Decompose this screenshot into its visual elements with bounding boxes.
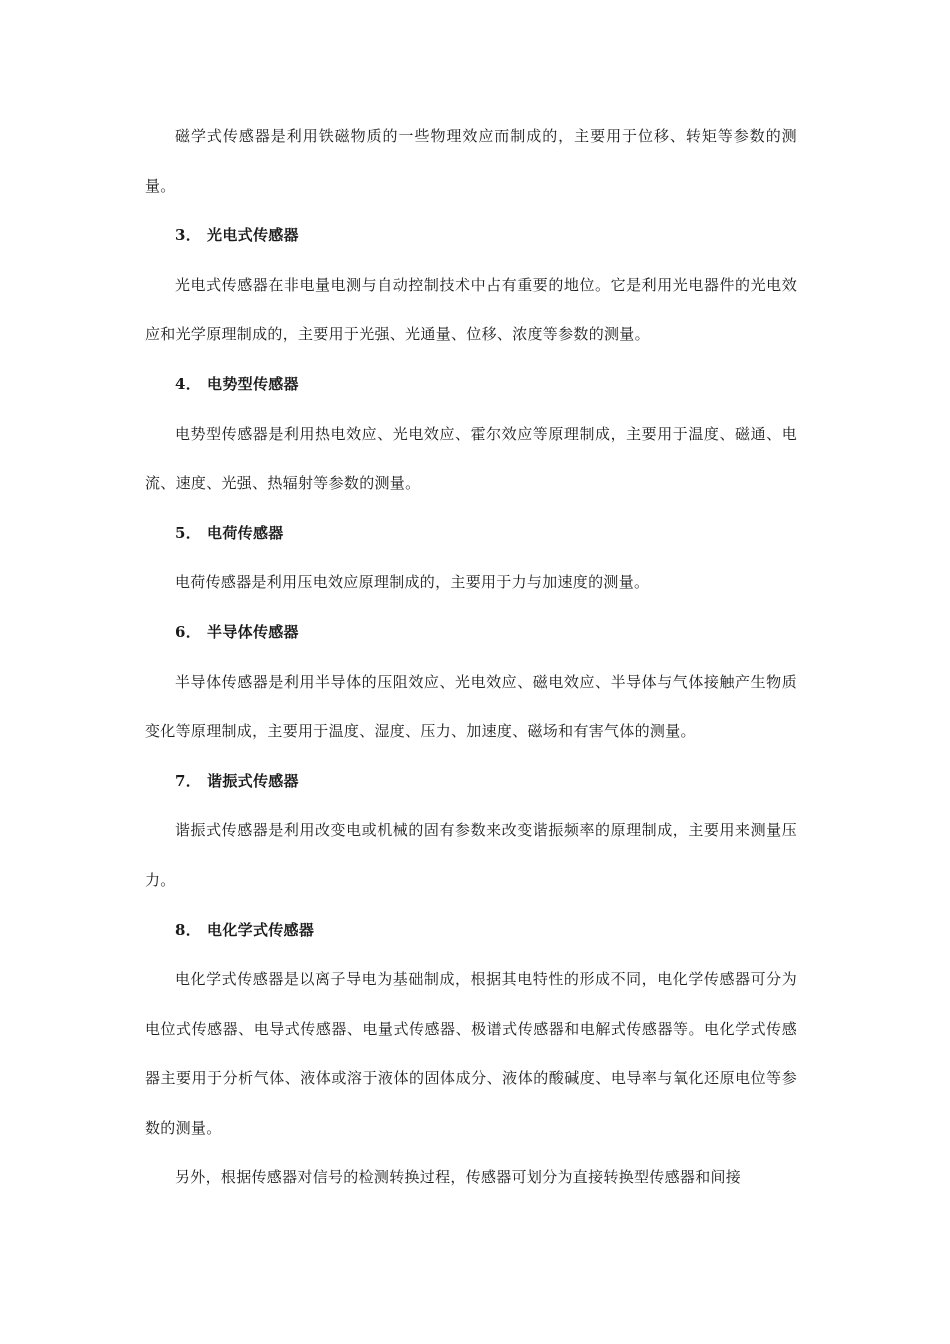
heading-title: 半导体传感器 bbox=[207, 622, 299, 641]
paragraph-photoelectric-sensor: 光电式传感器在非电量电测与自动控制技术中占有重要的地位。它是利用光电器件的光电效应和光学原理制成的，主要用于光强、光通量、位移、浓度等参数的测量。 bbox=[145, 275, 797, 344]
heading-title: 电势型传感器 bbox=[207, 374, 299, 393]
heading-electrochemical-sensor bbox=[145, 906, 797, 956]
heading-title: 电荷传感器 bbox=[207, 523, 284, 542]
heading-resonant-sensor bbox=[145, 757, 797, 807]
heading-number: 7． bbox=[175, 771, 202, 790]
heading-number: 6． bbox=[175, 622, 202, 641]
heading-number: 8． bbox=[175, 920, 202, 939]
heading-title: 谐振式传感器 bbox=[207, 771, 299, 790]
paragraph-resonant-sensor: 谐振式传感器是利用改变电或机械的固有参数来改变谐振频率的原理制成，主要用来测量压力。 bbox=[145, 821, 797, 889]
paragraph-classification-note: 另外，根据传感器对信号的检测转换过程，传感器可划分为直接转换型传感器和间接 bbox=[175, 1168, 742, 1187]
heading-title: 电化学式传感器 bbox=[207, 920, 315, 939]
heading-number: 3． bbox=[175, 226, 202, 245]
heading-title: 光电式传感器 bbox=[207, 226, 299, 245]
heading-potential-sensor bbox=[145, 360, 797, 410]
paragraph-potential-sensor: 电势型传感器是利用热电效应、光电效应、霍尔效应等原理制成，主要用于温度、磁通、电流、速度、光强、热辐射等参数的测量。 bbox=[145, 424, 797, 493]
heading-photoelectric-sensor bbox=[145, 211, 797, 261]
document-body bbox=[145, 112, 797, 1203]
heading-number: 4． bbox=[175, 374, 202, 393]
paragraph-charge-sensor: 电荷传感器是利用压电效应原理制成的，主要用于力与加速度的测量。 bbox=[175, 573, 650, 592]
heading-number: 5． bbox=[175, 523, 202, 542]
heading-charge-sensor bbox=[145, 509, 797, 559]
paragraph-magnetic-sensor: 磁学式传感器是利用铁磁物质的一些物理效应而制成的，主要用于位移、转矩等参数的测量。 bbox=[145, 127, 797, 195]
paragraph-semiconductor-sensor: 半导体传感器是利用半导体的压阻效应、光电效应、磁电效应、半导体与气体接触产生物质变化等原理制成，主要用于温度、湿度、压力、加速度、磁场和有害气体的测量。 bbox=[145, 672, 797, 741]
heading-semiconductor-sensor bbox=[145, 608, 797, 658]
paragraph-electrochemical-sensor: 电化学式传感器是以离子导电为基础制成，根据其电特性的形成不同，电化学传感器可分为电位式传感器、电导式传感器、电量式传感器、极谱式传感器和电解式传感器等。电化学式传感器主要用于分析气体、液体或溶于液体的固体成分、液体的酸碱度、电导率与氧化还原电位等参数的测量。 bbox=[145, 970, 797, 1137]
